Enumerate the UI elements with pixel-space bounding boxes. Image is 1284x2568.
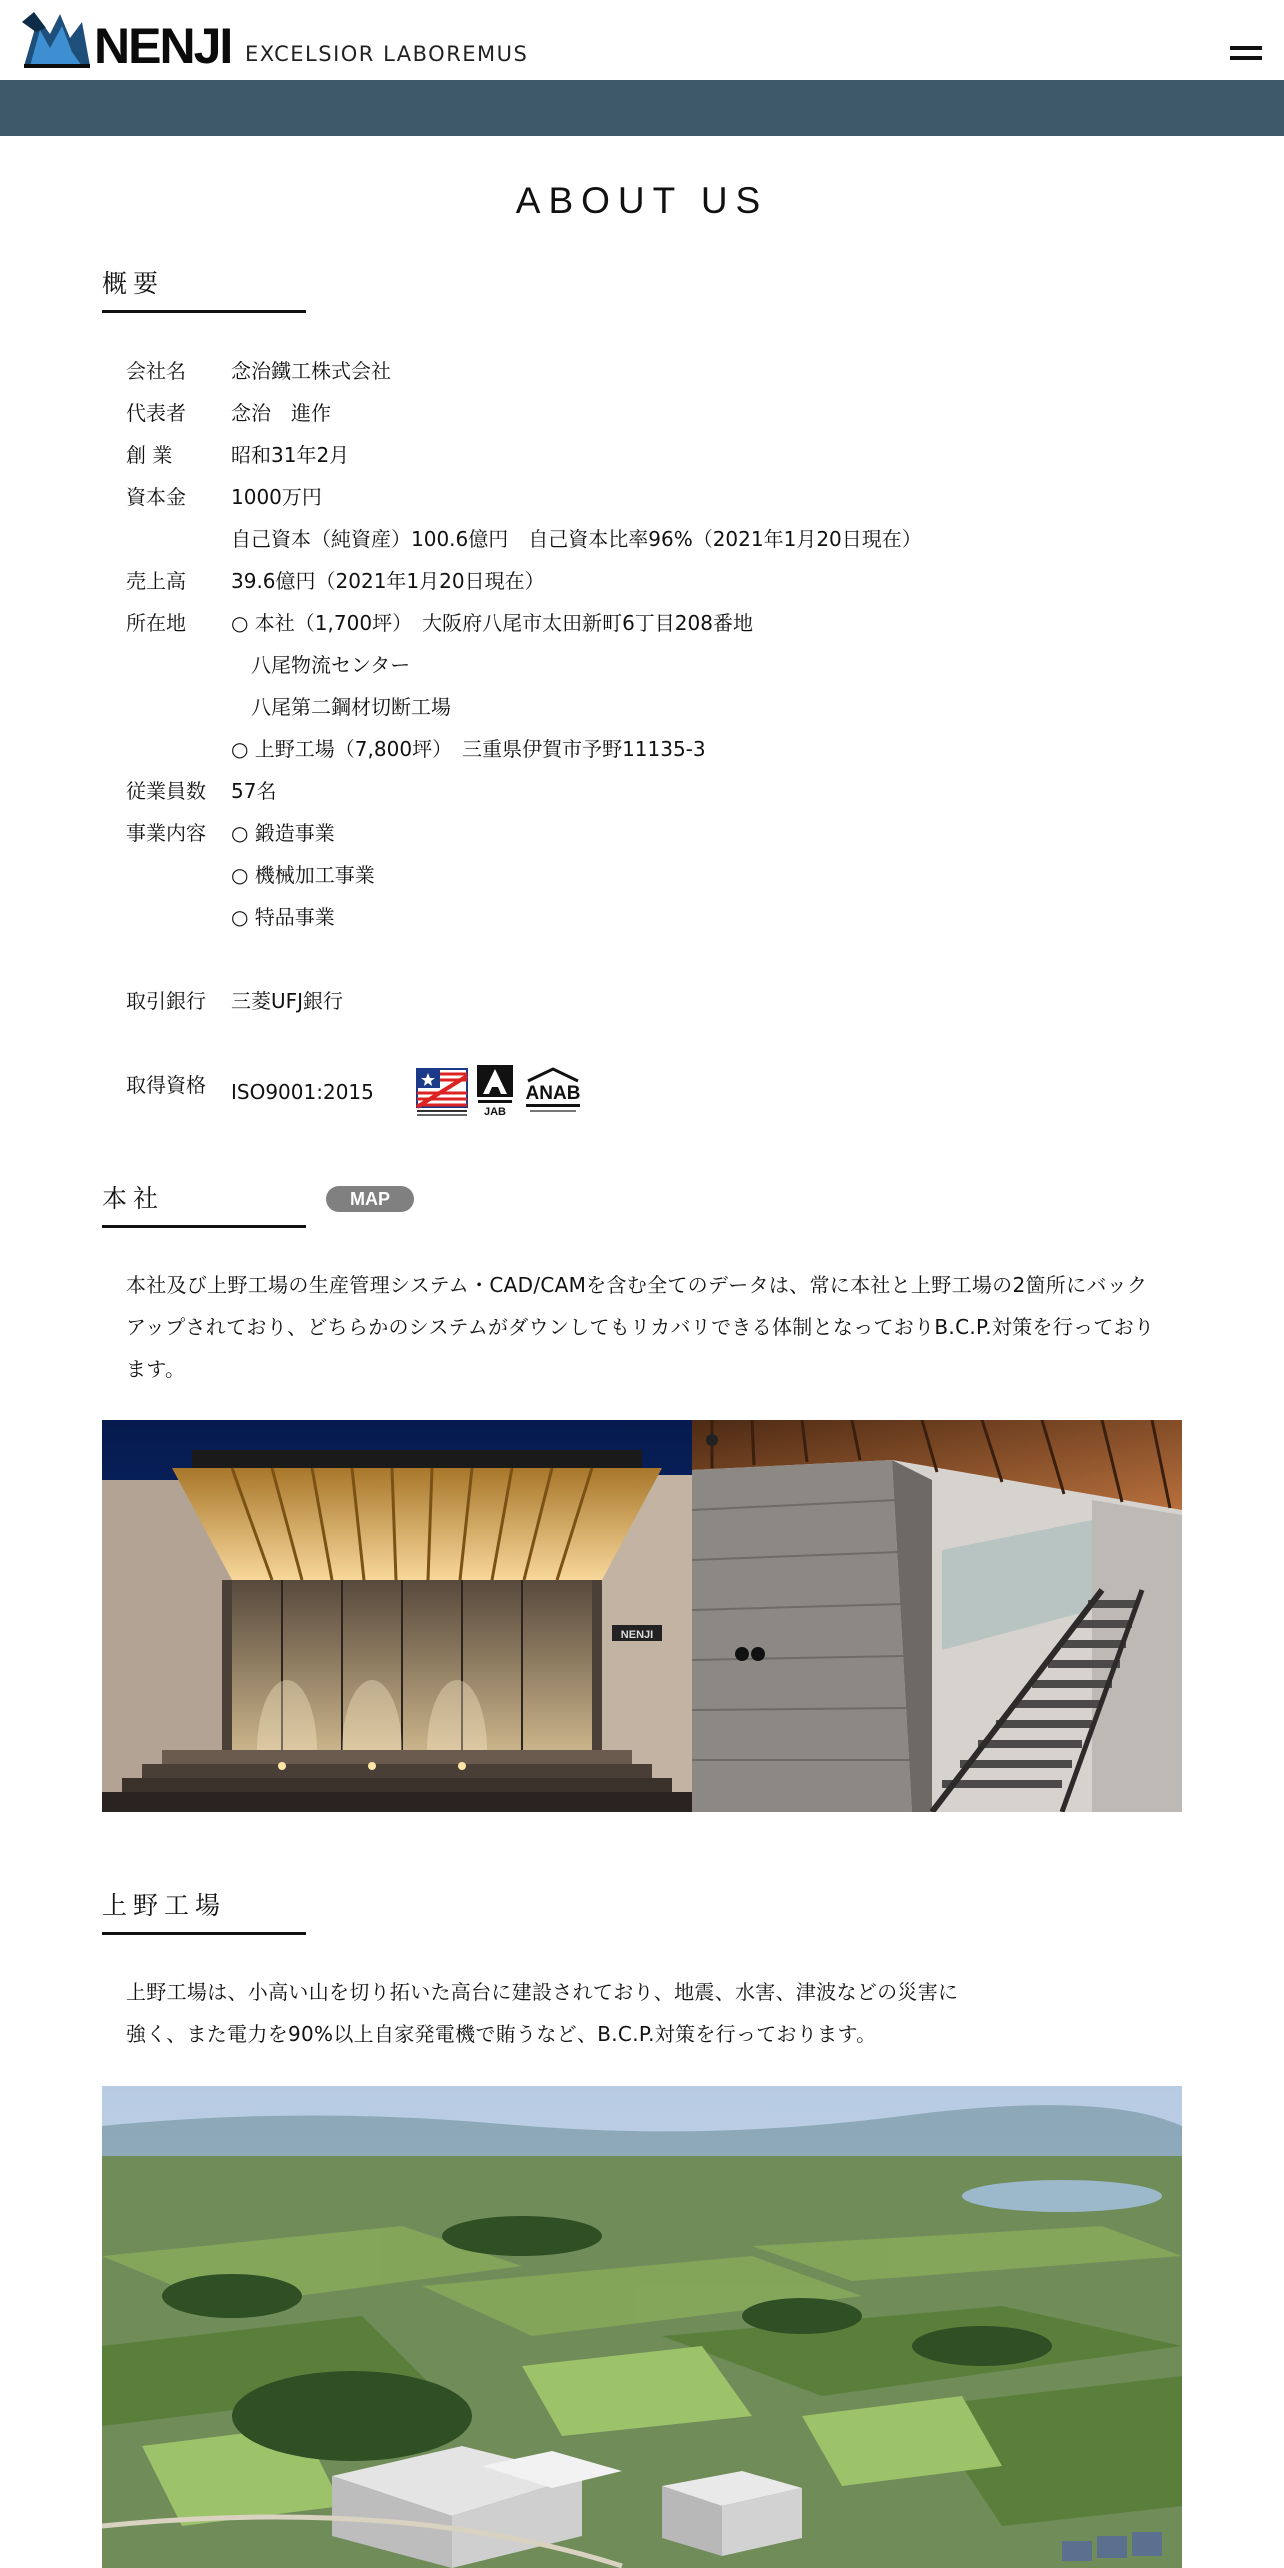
info-label: 会社名 <box>126 359 186 383</box>
logo-mark-icon <box>20 8 100 72</box>
svg-text:NENJI: NENJI <box>620 1629 654 1641</box>
cert-logos <box>416 1064 584 1120</box>
info-row-company <box>126 350 1176 392</box>
info-label: 代表者 <box>126 401 186 425</box>
description-line: 強く、また電力を90%以上自家発電機で賄うなど、B.C.P.対策を行っております。 <box>126 2022 877 2046</box>
info-value: ○ 上野工場（7,800坪） 三重県伊賀市予野11135-3 <box>231 737 706 761</box>
info-value: 39.6億円（2021年1月20日現在） <box>231 569 545 593</box>
hamburger-menu-icon[interactable] <box>1226 44 1266 64</box>
section-title-head-office: 本社 <box>102 1179 306 1228</box>
info-value: 昭和31年2月 <box>231 443 350 467</box>
info-row-bank <box>126 980 1176 1022</box>
logo-text: NENJI <box>94 18 232 74</box>
ueno-factory-aerial-photo <box>102 2086 1182 2568</box>
info-row-certification <box>126 1064 1176 1120</box>
info-value: 自己資本（純資産）100.6億円 自己資本比率96%（2021年1月20日現在） <box>231 527 922 551</box>
info-value: ○ 本社（1,700坪） 大阪府八尾市太田新町6丁目208番地 <box>231 611 753 635</box>
info-value: ISO9001:2015 <box>231 1080 374 1104</box>
anab-logo <box>522 1067 584 1117</box>
info-label: 取得資格 <box>126 1073 206 1097</box>
header-band <box>0 80 1284 136</box>
section-title-ueno-factory: 上野工場 <box>102 1886 306 1935</box>
info-value: 三菱UFJ銀行 <box>231 989 344 1013</box>
perry-johnson-flag-logo <box>416 1066 468 1118</box>
info-label: 所在地 <box>126 611 186 635</box>
info-label: 売上高 <box>126 569 186 593</box>
info-row-representative <box>126 392 1176 434</box>
info-row-sales <box>126 560 1176 602</box>
site-header <box>0 0 1284 80</box>
info-value: 八尾第二鋼材切断工場 <box>251 695 451 719</box>
head-office-description: 本社及び上野工場の生産管理システム・CAD/CAMを含む全てのデータは、常に本社と上野工場の2箇所にバックアップされており、どちらかのシステムがダウンしてもリカバリできる体制となっておりB.C.P.対策を行っております。 <box>126 1273 1155 1381</box>
info-value: ○ 機械加工事業 <box>231 863 375 887</box>
section-title-overview: 概要 <box>102 264 306 313</box>
info-row-location <box>126 602 1176 770</box>
info-label: 事業内容 <box>126 821 206 845</box>
info-value: 57名 <box>231 779 277 803</box>
info-label: 資本金 <box>126 485 186 509</box>
info-value: 念治鐵工株式会社 <box>231 359 391 383</box>
head-office-entrance-photo <box>102 1420 692 1812</box>
info-row-capital <box>126 476 1176 560</box>
info-value: ○ 特品事業 <box>231 905 335 929</box>
info-row-business <box>126 812 1176 938</box>
menu-bar <box>1230 56 1262 60</box>
nenji-logo[interactable] <box>20 8 230 72</box>
info-value: 1000万円 <box>231 485 322 509</box>
company-info-table <box>126 350 1176 1120</box>
ueno-factory-description <box>126 1971 1166 2055</box>
info-label: 従業員数 <box>126 779 206 803</box>
svg-text:JAB: JAB <box>483 1106 506 1118</box>
info-row-founded <box>126 434 1176 476</box>
info-label: 取引銀行 <box>126 989 206 1013</box>
page-title: ABOUT US <box>515 180 769 221</box>
map-button[interactable]: MAP <box>326 1186 414 1212</box>
info-label: 創 業 <box>126 443 173 467</box>
description-line: 上野工場は、小高い山を切り拓いた高台に建設されており、地震、水害、津波などの災害に <box>126 1980 959 2004</box>
head-office-staircase-photo <box>692 1420 1182 1812</box>
info-value: 八尾物流センター <box>251 653 411 677</box>
svg-text:ANAB: ANAB <box>525 1083 581 1104</box>
info-value: 念治 進作 <box>231 401 331 425</box>
menu-bar <box>1230 46 1262 50</box>
jab-cm-logo <box>476 1064 514 1120</box>
info-row-employees <box>126 770 1176 812</box>
tagline: EXCELSIOR LABOREMUS <box>245 42 529 66</box>
info-value: ○ 鍛造事業 <box>231 821 335 845</box>
